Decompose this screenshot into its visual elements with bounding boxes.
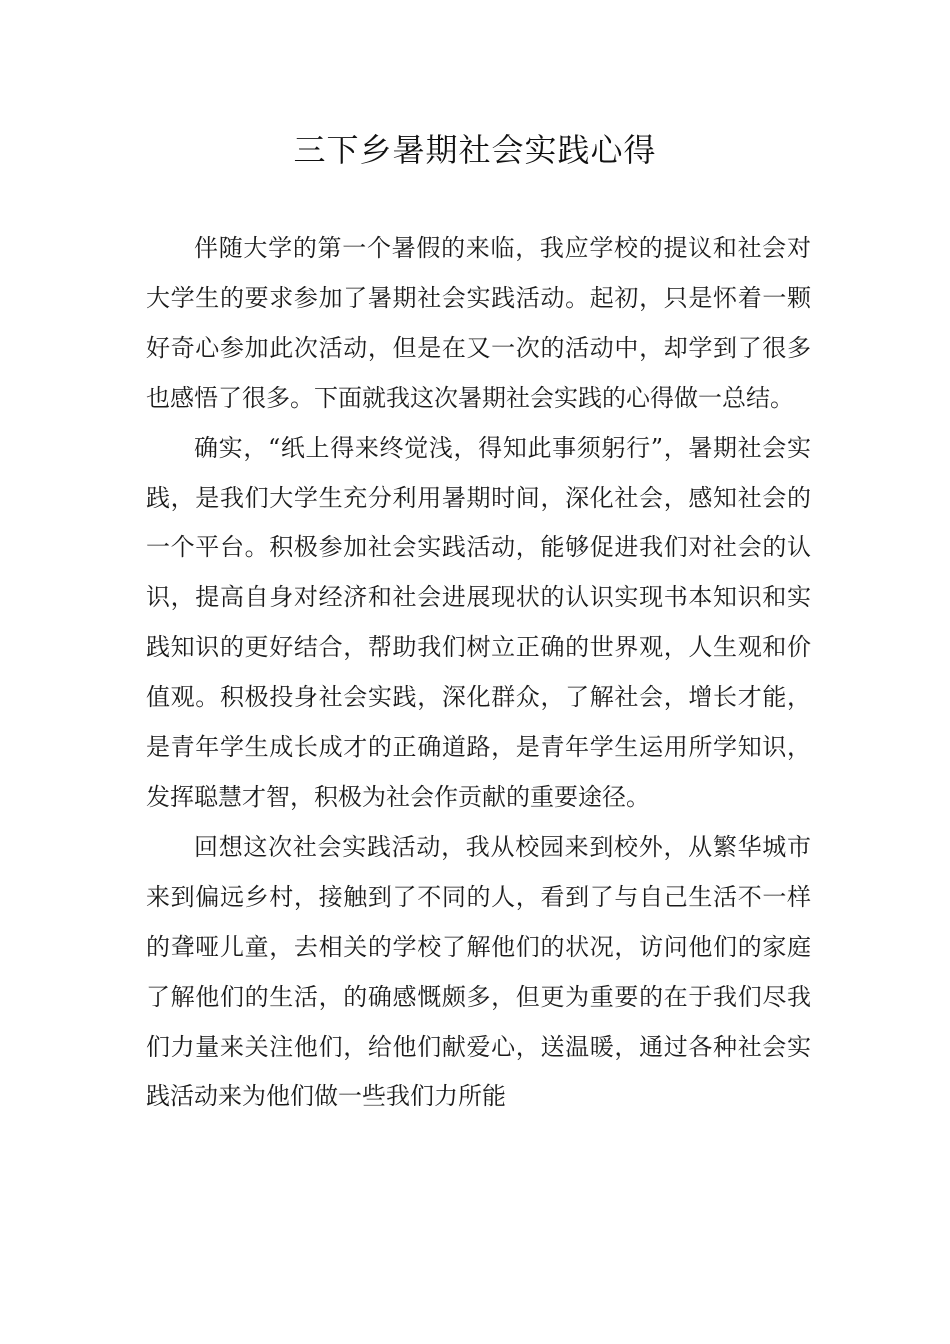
- paragraph-2: 确实，“纸上得来终觉浅，得知此事须躬行”，暑期社会实践，是我们大学生充分利用暑期时间，深化社会，感知社会的一个平台。积极参加社会实践活动，能够促进我们对社会的认识，提高自身对经济和社会进展现状的认识实现书本知识和实践知识的更好结合，帮助我们树立正确的世界观，人生观和价值观。积极投身社会实践，深化群众，了解社会，增长才能，是青年学生成长成才的正确道路，是青年学生运用所学知识，发挥聪慧才智，积极为社会作贡献的重要途径。: [146, 433, 811, 811]
- paragraph-1: 伴随大学的第一个暑假的来临，我应学校的提议和社会对大学生的要求参加了暑期社会实践活动。起初，只是怀着一颗好奇心参加此次活动，但是在又一次的活动中，却学到了很多也感悟了很多。下面就我这次暑期社会实践的心得做一总结。: [146, 234, 811, 412]
- document-body: [146, 224, 811, 1122]
- paragraph-3: 回想这次社会实践活动，我从校园来到校外，从繁华城市来到偏远乡村，接触到了不同的人，看到了与自己生活不一样的聋哑儿童，去相关的学校了解他们的状况，访问他们的家庭了解他们的生活，的确感慨颇多，但更为重要的在于我们尽我们力量来关注他们，给他们献爱心，送温暖，通过各种社会实践活动来为他们做一些我们力所能: [146, 832, 811, 1111]
- document-title: 三下乡暑期社会实践心得: [293, 131, 657, 169]
